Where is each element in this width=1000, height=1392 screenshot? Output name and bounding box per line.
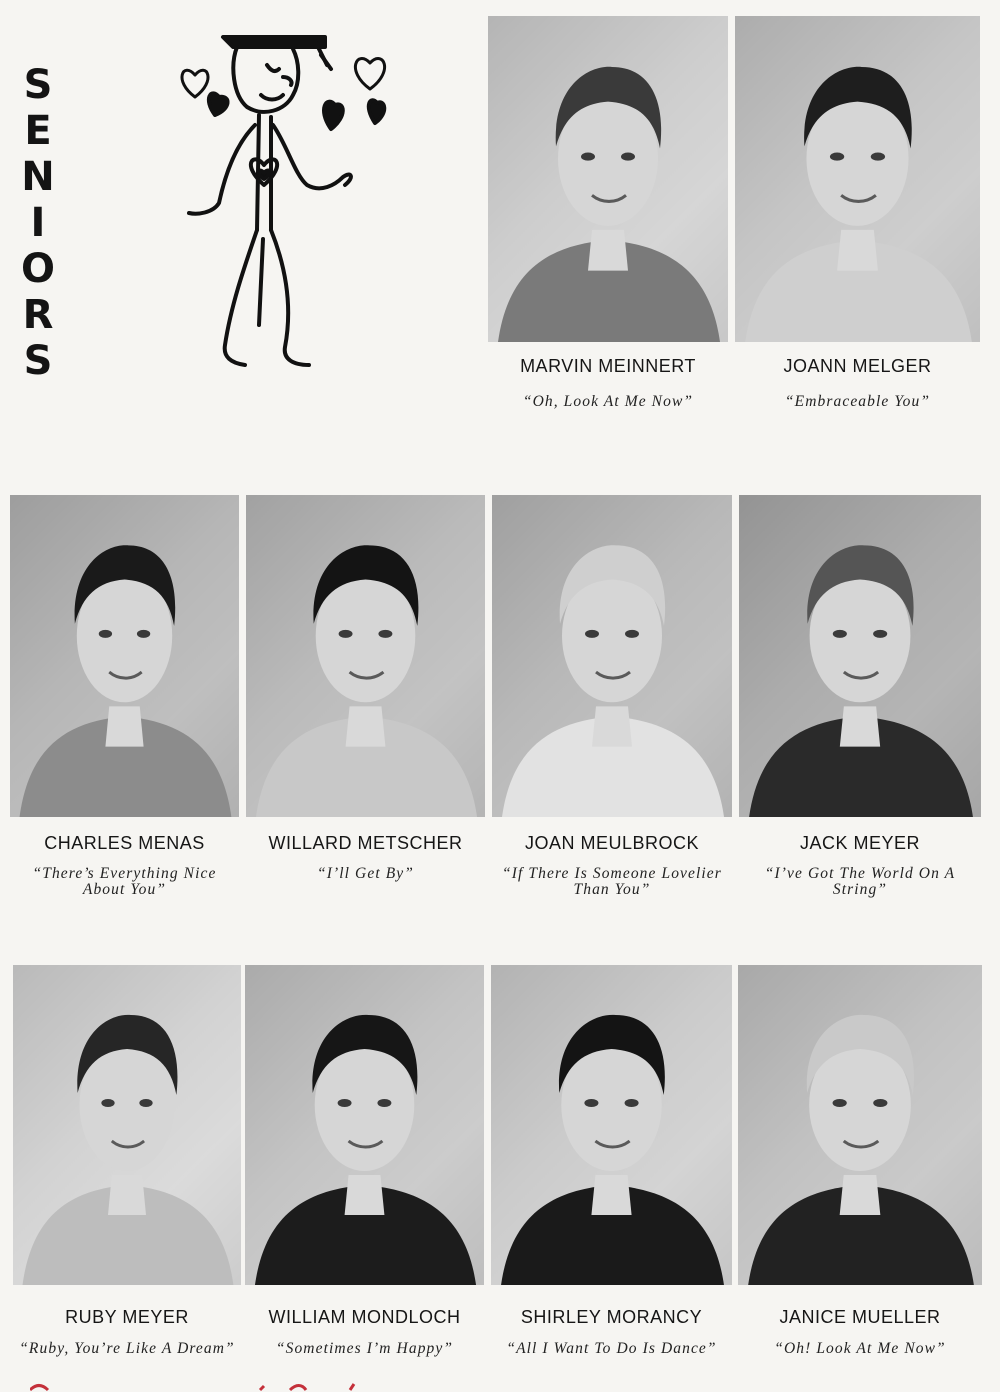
student-name: RUBY MEYER bbox=[65, 1307, 189, 1327]
title-letter: I bbox=[30, 200, 46, 246]
title-letter: N bbox=[21, 154, 55, 200]
title-letter: E bbox=[24, 108, 52, 154]
student-portrait bbox=[735, 16, 980, 342]
portrait-silhouette bbox=[488, 16, 728, 342]
portrait-silhouette bbox=[13, 965, 241, 1285]
title-letter: O bbox=[20, 246, 55, 292]
student-quote: “All I Want To Do Is Dance” bbox=[506, 1340, 717, 1357]
student-quote: “Sometimes I’m Happy” bbox=[275, 1340, 454, 1357]
portrait-silhouette bbox=[491, 965, 732, 1285]
title-letter: S bbox=[23, 62, 53, 108]
title-letter: S bbox=[23, 338, 53, 384]
seniors-title bbox=[20, 62, 56, 384]
student-quote: “There’s Everything Nice About You” bbox=[32, 865, 217, 898]
student-quote: “Oh! Look At Me Now” bbox=[774, 1340, 946, 1357]
student-portrait bbox=[491, 965, 732, 1285]
portrait-silhouette bbox=[246, 495, 485, 817]
portrait-silhouette bbox=[10, 495, 239, 817]
red-pen-mark bbox=[30, 1380, 370, 1392]
stick-figure-doodle bbox=[175, 25, 405, 380]
student-name: JOANN MELGER bbox=[783, 356, 932, 376]
student-name: WILLARD METSCHER bbox=[268, 833, 463, 853]
student-quote: “Ruby, You’re Like A Dream” bbox=[19, 1340, 235, 1357]
student-portrait bbox=[739, 495, 981, 817]
student-portrait bbox=[245, 965, 484, 1285]
student-portrait bbox=[13, 965, 241, 1285]
student-name: JOAN MEULBROCK bbox=[524, 833, 700, 853]
student-portrait bbox=[738, 965, 982, 1285]
student-name: WILLIAM MONDLOCH bbox=[268, 1307, 461, 1327]
portrait-silhouette bbox=[738, 965, 982, 1285]
student-portrait bbox=[246, 495, 485, 817]
student-portrait bbox=[10, 495, 239, 817]
student-portrait bbox=[488, 16, 728, 342]
student-quote: “Oh, Look At Me Now” bbox=[522, 393, 694, 410]
portrait-silhouette bbox=[739, 495, 981, 817]
student-name: MARVIN MEINNERT bbox=[520, 356, 696, 376]
portrait-silhouette bbox=[735, 16, 980, 342]
portrait-silhouette bbox=[245, 965, 484, 1285]
student-quote: “I’ll Get By” bbox=[317, 865, 414, 882]
portrait-silhouette bbox=[492, 495, 732, 817]
student-quote: “Embraceable You” bbox=[784, 393, 931, 410]
student-name: JANICE MUELLER bbox=[779, 1307, 941, 1327]
student-name: JACK MEYER bbox=[799, 833, 921, 853]
title-letter: R bbox=[22, 292, 54, 338]
student-name: SHIRLEY MORANCY bbox=[520, 1307, 703, 1327]
student-name: CHARLES MENAS bbox=[44, 833, 205, 853]
student-portrait bbox=[492, 495, 732, 817]
student-quote: “I’ve Got The World On A String” bbox=[764, 865, 956, 898]
student-quote: “If There Is Someone Lovelier Than You” bbox=[502, 865, 722, 898]
